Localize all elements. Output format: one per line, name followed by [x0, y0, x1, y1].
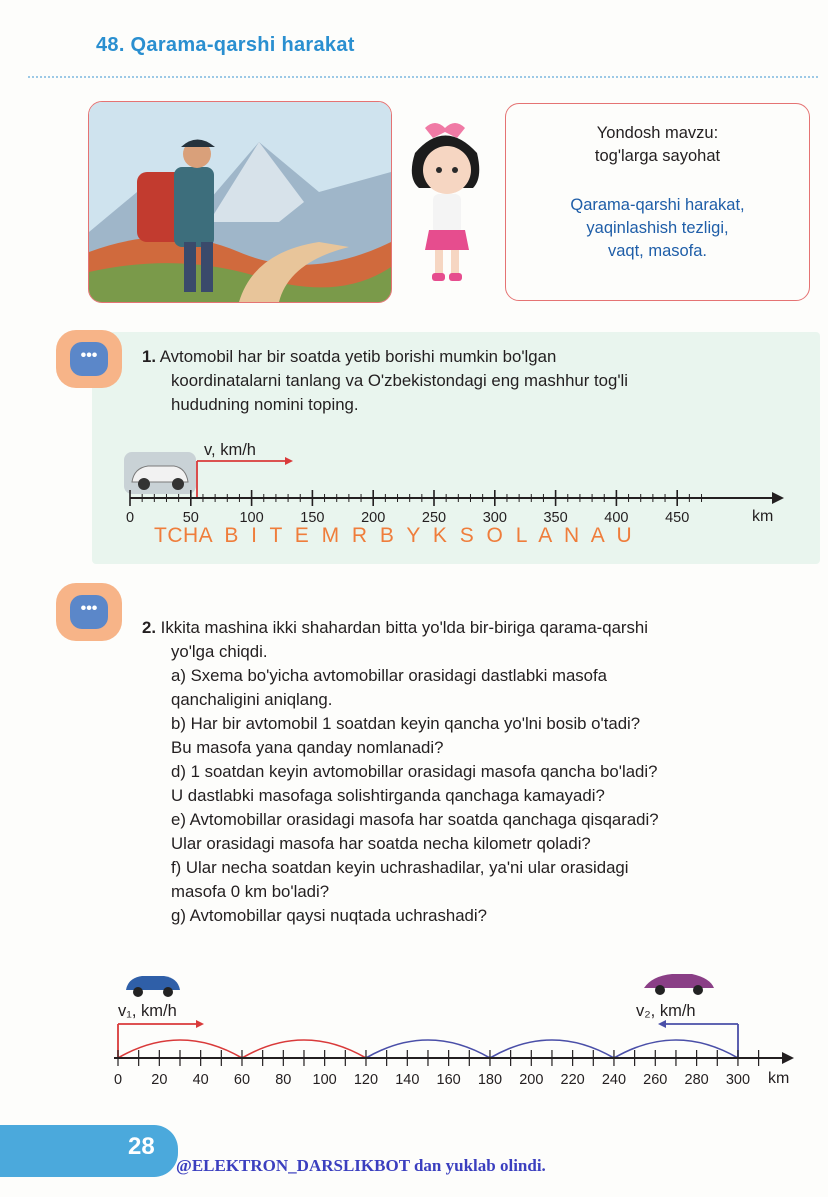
task2-tick-label: 120 — [353, 1072, 379, 1088]
task2-tick-label: 40 — [192, 1072, 209, 1088]
task2-tick-label: 180 — [477, 1072, 503, 1088]
task2-line: masofa 0 km bo'ladi? — [171, 882, 330, 901]
topic-related-label: Yondosh mavzu: — [596, 124, 719, 142]
topic-keyword-3: vaqt, masofa. — [607, 242, 708, 260]
task1-tick-label: 200 — [361, 510, 386, 526]
task2-number: 2. — [142, 618, 156, 637]
footer-credit: @ELEKTRON_DARSLIKBOT dan yuklab olindi. — [176, 1156, 546, 1175]
task1-line3: hududning nomini toping. — [171, 395, 359, 414]
task2-line: d) 1 soatdan keyin avtomobillar orasidagi masofa qancha bo'ladi? — [171, 762, 658, 781]
task2-tick-label: 240 — [601, 1072, 627, 1088]
task2-line: U dastlabki masofaga solishtirganda qanchaga kamayadi? — [171, 786, 605, 805]
task2-tick-label: 20 — [151, 1072, 168, 1088]
task1-tick-label: 0 — [125, 510, 135, 526]
task1-text — [142, 345, 802, 417]
task1-tick-label: 150 — [300, 510, 325, 526]
topic-keyword-1: Qarama-qarshi harakat, — [570, 196, 745, 214]
hiker-illustration — [88, 101, 392, 303]
page-number: 28 — [128, 1133, 155, 1160]
task2-axis-unit: km — [768, 1070, 790, 1087]
task2-line: yo'lga chiqdi. — [171, 642, 268, 661]
task1-number: 1. — [142, 347, 156, 366]
chat-icon: ••• — [56, 583, 122, 641]
task1-speed-label: v, km/h — [204, 441, 256, 459]
task1-line1: Avtomobil har bir soatda yetib borishi mumkin bo'lgan — [159, 347, 557, 366]
task2-line: Ular orasidagi masofa har soatda necha kilometr qoladi? — [171, 834, 591, 853]
task2-tick-label: 160 — [436, 1072, 461, 1088]
task2-line: qanchaligini aniqlang. — [171, 690, 333, 709]
task2-tick-label: 260 — [643, 1072, 668, 1088]
girl-illustration — [395, 118, 495, 288]
task1-tick-label: 250 — [421, 510, 447, 526]
task1-tick-label: 400 — [604, 510, 629, 526]
task2-tick-label: 60 — [233, 1072, 251, 1088]
purple-car-icon — [642, 970, 716, 996]
task2-tick-label: 220 — [560, 1072, 585, 1088]
task2-line: a) Sxema bo'yicha avtomobillar orasidagi dastlabki masofa — [171, 666, 608, 685]
task2-line: Ikkita mashina ikki shahardan bitta yo'lda bir-biriga qarama-qarshi — [160, 618, 648, 637]
topic-box — [505, 103, 810, 301]
task2-tick-label: 0 — [113, 1072, 123, 1088]
task1-letter-row: TCHA B I T E M R B Y K S O L A N A U — [154, 524, 633, 547]
task1-tick-label: 300 — [482, 510, 507, 526]
task2-line: b) Har bir avtomobil 1 soatdan keyin qancha yo'lni bosib o'tadi? — [171, 714, 641, 733]
task2-tick-label: 80 — [275, 1072, 292, 1088]
lesson-title: 48. Qarama-qarshi harakat — [96, 34, 355, 56]
blue-car-icon — [122, 970, 184, 998]
topic-keyword-2: yaqinlashish tezligi, — [586, 219, 729, 237]
task2-line: g) Avtomobillar qaysi nuqtada uchrashadi? — [171, 906, 487, 925]
v1-label: v₁, km/h — [118, 1002, 177, 1020]
task1-tick-label: 450 — [665, 510, 690, 526]
chat-icon: ••• — [56, 330, 122, 388]
v2-label: v₂, km/h — [636, 1002, 696, 1020]
task2-tick-label: 140 — [395, 1072, 420, 1088]
task2-text — [142, 616, 802, 928]
task1-number-line — [126, 486, 786, 512]
task1-tick-label: 50 — [182, 510, 199, 526]
topic-related-value: tog'larga sayohat — [594, 147, 721, 165]
task2-tick-label: 100 — [312, 1072, 337, 1088]
task2-line: f) Ular necha soatdan keyin uchrashadilar, ya'ni ular orasidagi — [171, 858, 629, 877]
task2-line: Bu masofa yana qanday nomlanadi? — [171, 738, 444, 757]
task1-line2: koordinatalarni tanlang va O'zbekistondagi eng mashhur tog'li — [171, 371, 628, 390]
task2-tick-label: 200 — [519, 1072, 544, 1088]
task2-tick-label: 300 — [725, 1072, 751, 1088]
dotted-divider — [28, 76, 818, 78]
task2-line: e) Avtomobillar orasidagi masofa har soatda qanchaga qisqaradi? — [171, 810, 659, 829]
task1-tick-label: 100 — [239, 510, 264, 526]
task1-tick-label: 350 — [543, 510, 568, 526]
task2-tick-label: 280 — [684, 1072, 709, 1088]
task1-axis-unit: km — [752, 508, 774, 525]
task2-number-line — [110, 1018, 800, 1070]
